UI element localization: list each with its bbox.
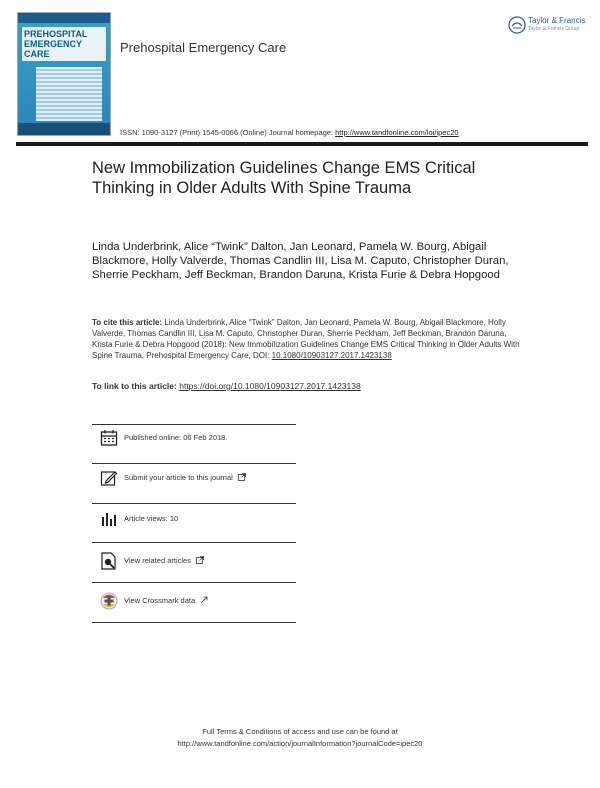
crossmark-icon [100, 592, 118, 610]
article-title: New Immobilization Guidelines Change EMS Critical Thinking in Older Adults With Spine Trauma [92, 159, 476, 197]
article-authors: Linda Underbrink, Alice “Twink” Dalton, Jan Leonard, Pamela W. Bourg, Abigail Blackmore, Holly Valverde, Thomas Candlin III, Lisa M. Caputo, Christopher Duran, Sherrie Peckham, Jeff Beckman, Brandon Daruna, Krista Furie & Debra Hopgood [92, 241, 509, 281]
published-online-text: Published online: 06 Feb 2018. [124, 433, 228, 442]
crossmark-row-text [124, 596, 208, 605]
cover-bottom-bar [18, 123, 110, 135]
published-online-row [92, 429, 296, 449]
footer-terms-text: Full Terms & Conditions of access and use can be found at [202, 727, 398, 736]
cover-title-line2: EMERGENCY CARE [24, 39, 82, 59]
divider [92, 542, 296, 543]
cover-title [24, 29, 106, 59]
cover-text-lines [36, 67, 102, 121]
citation-doi-link[interactable]: 10.1080/10903127.2017.1423138 [271, 351, 392, 360]
article-views-row [92, 510, 296, 530]
citation-text: Linda Underbrink, Alice “Twink” Dalton, Jan Leonard, Pamela W. Bourg, Abigail Blackmore, Holly Valverde, Thomas Candlin III, Lisa M. Caputo, Christopher Duran, Sherrie Peckham, Jeff Beckman, Brandon Daruna, Krista Furie & Debra Hopgood (2018): New Immobilization Guidelines Change EMS Critical Thinking in Older Adults With Spine Trauma, Prehospital Emergency Care, DOI: [92, 318, 520, 360]
external-link-icon [238, 473, 246, 481]
header-divider [16, 142, 588, 146]
issn-text: ISSN: 1090-3127 (Print) 1545-0066 (Online) Journal homepage: [120, 128, 334, 137]
article-link-line [92, 381, 361, 391]
crossmark-text: View Crossmark data [124, 596, 196, 605]
article-views-text: Article views: 10 [124, 514, 179, 523]
submit-article-row-text [124, 473, 246, 482]
publisher-logo-name: Taylor & Francis [528, 16, 586, 25]
cover-title-line1: PREHOSPITAL [24, 29, 88, 39]
article-doi-url[interactable]: https://doi.org/10.1080/10903127.2017.1423138 [179, 381, 361, 391]
citation-block [92, 317, 522, 361]
publisher-logo-tagline: Taylor & Francis Group [528, 26, 580, 32]
journal-homepage-link[interactable]: http://www.tandfonline.com/loi/ipec20 [335, 128, 459, 137]
publisher-logo-icon [508, 16, 526, 34]
divider [92, 463, 296, 464]
footer [0, 726, 600, 750]
bar-chart-icon [100, 510, 118, 528]
divider [92, 622, 296, 623]
calendar-icon [100, 429, 118, 447]
document-search-icon [100, 552, 118, 570]
issn-line [120, 128, 459, 137]
crossmark-launch-icon [200, 596, 208, 604]
article-link-label: To link to this article: [92, 381, 177, 391]
footer-terms-url[interactable]: http://www.tandfonline.com/action/journalInformation?journalCode=ipec20 [177, 739, 423, 748]
external-link-icon [196, 556, 204, 564]
submit-article-text: Submit your article to this journal [124, 473, 233, 482]
divider [92, 424, 296, 425]
divider [92, 582, 296, 583]
cover-top-bar [18, 13, 110, 23]
journal-cover-image [17, 12, 111, 136]
related-articles-row-text [124, 556, 204, 565]
publisher-logo[interactable] [508, 14, 588, 38]
related-articles-link[interactable] [92, 552, 296, 572]
crossmark-link[interactable] [92, 592, 296, 612]
journal-name: Prehospital Emergency Care [120, 40, 287, 55]
citation-label: To cite this article: [92, 318, 163, 327]
divider [92, 503, 296, 504]
related-articles-text: View related articles [124, 556, 191, 565]
submit-article-link[interactable] [92, 469, 296, 489]
edit-icon [100, 469, 118, 487]
